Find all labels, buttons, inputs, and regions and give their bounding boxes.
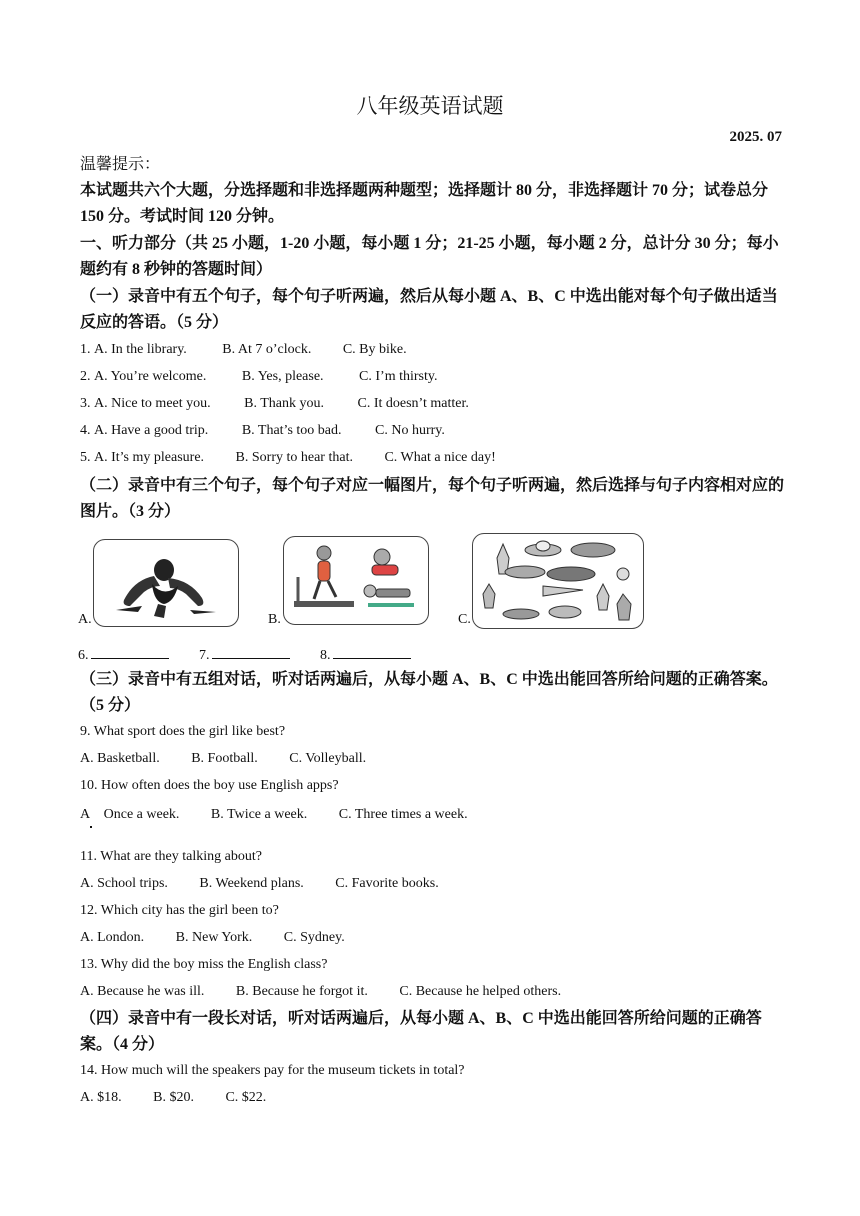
question-11-options <box>80 876 439 892</box>
option-b: B. $20. <box>153 1090 194 1105</box>
option-a: A. You’re welcome. <box>94 369 207 384</box>
question-13: 13. Why did the boy miss the English class? <box>80 957 328 972</box>
option-c: C. It doesn’t matter. <box>357 396 469 411</box>
option-b: B. New York. <box>175 930 253 945</box>
question-number: 4. <box>80 423 91 438</box>
answer-blank-6[interactable]: 6. <box>78 646 169 664</box>
spaceships-icon <box>472 533 644 629</box>
tip-heading: 温馨提示： <box>80 156 161 173</box>
answer-blank-7[interactable]: 7. <box>199 646 290 664</box>
option-c: C. Because he helped others. <box>399 984 562 999</box>
option-a: A. $18. <box>80 1090 122 1105</box>
part1-heading: 一、听力部分（共 25 小题，1-20 小题，每小题 1 分；21-25 小题，每小题 2 分，总计分 30 分；每小题约有 8 秒钟的答题时间） <box>80 235 779 278</box>
option-a: A. Nice to meet you. <box>94 396 211 411</box>
option-c: C. By bike. <box>342 342 407 357</box>
question-number: 2. <box>80 369 91 384</box>
question-number: 1. <box>80 342 91 357</box>
spiderman-icon <box>93 539 239 627</box>
option-c: C. Three times a week. <box>338 807 468 822</box>
picture-b-label: B. <box>268 612 281 627</box>
section3-heading: （三）录音中有五组对话，听对话两遍后，从每小题 A、B、C 中选出能回答所给问题的正确答案。（5 分） <box>80 671 778 714</box>
page-title: 八年级英语试题 <box>356 94 504 118</box>
question-12-options <box>80 930 345 946</box>
question-9-options <box>80 751 366 767</box>
picture-a-label: A. <box>78 612 92 627</box>
option-c: C. I’m thirsty. <box>359 369 438 384</box>
question-14: 14. How much will the speakers pay for the museum tickets in total? <box>80 1063 465 1078</box>
stray-dot <box>90 826 92 828</box>
question-14-options <box>80 1090 266 1106</box>
question-2 <box>80 369 437 385</box>
option-c: C. What a nice day! <box>384 450 496 465</box>
option-b: B. Yes, please. <box>241 369 324 384</box>
question-12: 12. Which city has the girl been to? <box>80 903 279 918</box>
option-b: B. Weekend plans. <box>199 876 304 891</box>
option-c: C. No hurry. <box>375 423 445 438</box>
question-1 <box>80 342 407 358</box>
option-b: B. Thank you. <box>244 396 324 411</box>
section4-heading: （四）录音中有一段长对话，听对话两遍后，从每小题 A、B、C 中选出能回答所给问题的正确答案。（4 分） <box>80 1010 762 1053</box>
exam-date: 2025. 07 <box>729 129 782 145</box>
option-a: A. School trips. <box>80 876 168 891</box>
question-4 <box>80 423 445 439</box>
option-b: B. That’s too bad. <box>241 423 342 438</box>
option-a: A. Basketball. <box>80 751 160 766</box>
section2-heading: （二）录音中有三个句子，每个句子对应一幅图片，每个句子听两遍，然后选择与句子内容相对应的图片。（3 分） <box>80 477 785 520</box>
option-a: A. It’s my pleasure. <box>94 450 205 465</box>
option-a: A. Have a good trip. <box>94 423 209 438</box>
option-b: B. At 7 o’clock. <box>222 342 312 357</box>
question-10-options <box>80 807 468 823</box>
option-a: A. Because he was ill. <box>80 984 205 999</box>
question-9: 9. What sport does the girl like best? <box>80 724 286 739</box>
question-number: 3. <box>80 396 91 411</box>
option-b: B. Because he forgot it. <box>235 984 368 999</box>
option-a-text: Once a week. <box>103 807 180 822</box>
section1-heading: （一）录音中有五个句子，每个句子听两遍，然后从每小题 A、B、C 中选出能对每个句子做出适当反应的答语。（5 分） <box>80 288 778 331</box>
question-13-options <box>80 984 561 1000</box>
option-a: A. In the library. <box>94 342 187 357</box>
question-5 <box>80 450 496 466</box>
option-a: A <box>80 807 91 822</box>
option-a: A. London. <box>80 930 145 945</box>
question-11: 11. What are they talking about? <box>80 849 262 864</box>
exercise-icon <box>283 536 429 625</box>
option-c: C. Favorite books. <box>335 876 439 891</box>
option-b: B. Twice a week. <box>210 807 308 822</box>
question-10: 10. How often does the boy use English apps? <box>80 778 339 793</box>
question-3 <box>80 396 469 412</box>
option-c: C. Volleyball. <box>289 751 367 766</box>
intro-text: 本试题共六个大题，分选择题和非选择题两种题型；选择题计 80 分，非选择题计 70 分；试卷总分 150 分。考试时间 120 分钟。 <box>80 182 769 225</box>
option-c: C. $22. <box>225 1090 267 1105</box>
question-number: 5. <box>80 450 91 465</box>
picture-c-label: C. <box>458 612 471 627</box>
answer-blank-8[interactable]: 8. <box>320 646 411 664</box>
option-b: B. Football. <box>191 751 258 766</box>
option-c: C. Sydney. <box>283 930 345 945</box>
option-b: B. Sorry to hear that. <box>235 450 353 465</box>
